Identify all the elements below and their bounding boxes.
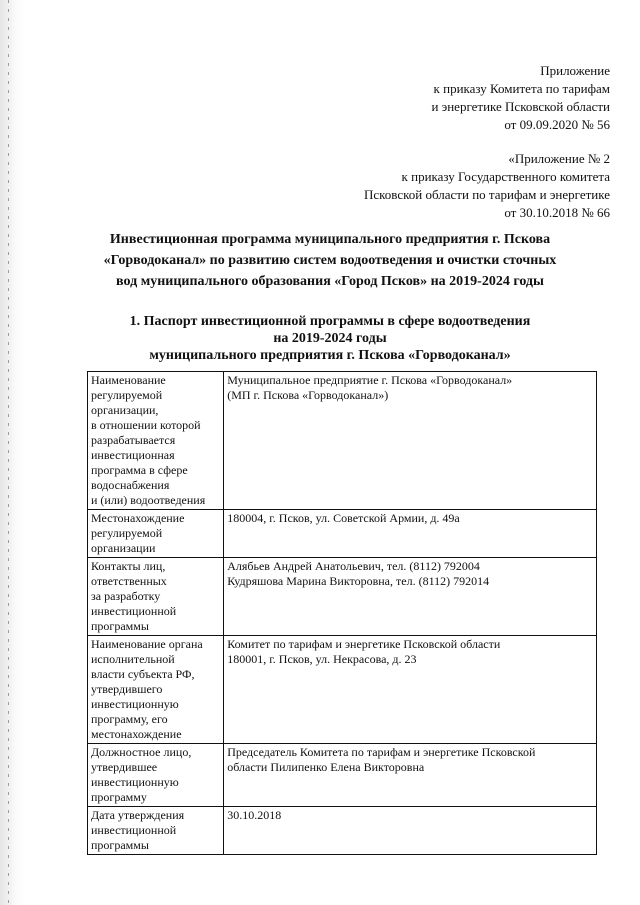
section-title-line: муниципального предприятия г. Пскова «Горводоканал» — [149, 348, 511, 363]
label-line: инвестиционную — [91, 775, 179, 789]
label-line: программу, его — [91, 712, 168, 726]
label-line: исполнительной — [91, 652, 175, 666]
row-label-cell — [88, 744, 224, 807]
passport-table — [87, 371, 597, 855]
label-line: и (или) водоотведения — [91, 493, 206, 507]
scan-edge-artifact — [0, 0, 26, 905]
label-line: Местонахождение — [91, 511, 185, 525]
label-line: местонахождение — [91, 727, 182, 741]
label-line: программы — [91, 838, 149, 852]
label-line: утвердившего — [91, 682, 163, 696]
label-line: программа в сфере — [91, 463, 188, 477]
label-line: Контакты лиц, — [91, 559, 166, 573]
label-line: программу — [91, 790, 147, 804]
row-value-cell — [224, 636, 597, 744]
label-line: власти субъекта РФ, — [91, 667, 195, 681]
value-line: (МП г. Пскова «Горводоканал») — [227, 388, 389, 402]
value-line: Муниципальное предприятие г. Пскова «Горводоканал» — [227, 373, 513, 387]
label-line: ответственных — [91, 574, 167, 588]
value-line: Комитет по тарифам и энергетике Псковской области — [227, 637, 501, 651]
row-value-cell — [224, 510, 597, 558]
label-line: утвердившее — [91, 760, 158, 774]
label-line: инвестиционной — [91, 604, 177, 618]
value-line: 30.10.2018 — [227, 808, 282, 822]
label-line: Дата утверждения — [91, 808, 185, 822]
label-line: в отношении которой — [91, 418, 201, 432]
appendix-current-block — [431, 62, 610, 134]
label-line: за разработку — [91, 589, 161, 603]
document-title-line: «Горводоканал» по развитию систем водоотведения и очистки сточных — [103, 253, 557, 268]
label-line: Наименование органа — [91, 637, 203, 651]
value-line: Председатель Комитета по тарифам и энергетике Псковской — [227, 745, 536, 759]
appendix-current-line: и энергетике Псковской области — [431, 99, 610, 114]
label-line: Наименование — [91, 373, 166, 387]
row-label-cell — [88, 807, 224, 855]
label-line: водоснабжения — [91, 478, 170, 492]
row-value-cell — [224, 558, 597, 636]
label-line: регулируемой — [91, 388, 163, 402]
value-line: области Пилипенко Елена Викторовна — [227, 760, 425, 774]
appendix-original-line: от 30.10.2018 № 66 — [504, 205, 610, 220]
document-title-line: вод муниципального образования «Город Псков» на 2019-2024 годы — [116, 274, 544, 289]
row-label-cell — [88, 558, 224, 636]
label-line: инвестиционной — [91, 823, 177, 837]
table-row — [88, 807, 597, 855]
label-line: разрабатывается — [91, 433, 176, 447]
row-value-cell — [224, 372, 597, 510]
label-line: регулируемой — [91, 526, 163, 540]
row-value-cell — [224, 744, 597, 807]
row-label-cell — [88, 636, 224, 744]
label-line: организации, — [91, 403, 159, 417]
section-title-line: на 2019-2024 годы — [273, 331, 387, 346]
appendix-current-line: от 09.09.2020 № 56 — [504, 117, 610, 132]
appendix-original-line: Псковской области по тарифам и энергетике — [363, 187, 610, 202]
section-title-line: 1. Паспорт инвестиционной программы в сфере водоотведения — [129, 314, 531, 329]
section-title — [95, 313, 565, 364]
table-row — [88, 636, 597, 744]
value-line: 180001, г. Псков, ул. Некрасова, д. 23 — [227, 652, 417, 666]
table-row — [88, 510, 597, 558]
row-label-cell — [88, 510, 224, 558]
label-line: инвестиционную — [91, 697, 179, 711]
row-value-cell — [224, 807, 597, 855]
row-label-cell — [88, 372, 224, 510]
label-line: организации — [91, 541, 156, 555]
appendix-original-block — [364, 150, 610, 222]
appendix-current-line: Приложение — [540, 63, 610, 78]
value-line: Кудряшова Марина Викторовна, тел. (8112) 792014 — [227, 574, 490, 588]
label-line: Должностное лицо, — [91, 745, 192, 759]
label-line: программы — [91, 619, 149, 633]
appendix-original-line: к приказу Государственного комитета — [401, 169, 610, 184]
value-line: Алябьев Андрей Анатольевич, тел. (8112) 792004 — [227, 559, 480, 573]
value-line: 180004, г. Псков, ул. Советской Армии, д. 49а — [227, 511, 460, 525]
label-line: инвестиционная — [91, 448, 175, 462]
table-row — [88, 558, 597, 636]
appendix-original-line: «Приложение № 2 — [508, 151, 610, 166]
document-title — [95, 229, 565, 292]
table-row — [88, 372, 597, 510]
table-row — [88, 744, 597, 807]
document-title-line: Инвестиционная программа муниципального предприятия г. Пскова — [109, 232, 551, 247]
appendix-current-line: к приказу Комитета по тарифам — [433, 81, 610, 96]
